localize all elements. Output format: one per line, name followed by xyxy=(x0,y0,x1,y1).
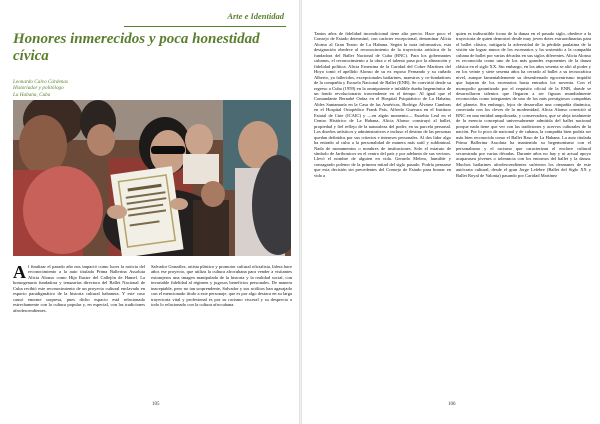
article-column-1 xyxy=(13,264,145,394)
column-text: Tantos años de fidelidad incondicional tiene alto precio. Hace poco el Consejo de Estado determinó, con carácter excepcional, denominar Alicia Alonso al Gran Teatro de La Habana. Según la nota informativa, esta designación obedece al reconocimiento de la trayectoria artística de la fundadora del Ballet Nacional de Cuba (BNC). Para los gobernantes cubanos, el reconocimiento a la obra o el talento pasa por la alineación y fidelidad política. Alicia Ernestina de la Caridad del Cobre Martínez del Hoyo tomó el apellido Alonso de su ex esposo Fernando y su cuñado Alberto, ya fallecidos, excepcionales bailarines, maestros y co-fundadores de la compañía y Escuela Nacional de Ballet (ENB). Se convirtió desde su regreso a Cuba (1959) en la omnipotente e infalible dueña hegemónica de un fondo revolucionario trascendente en el tiempo. Al igual que el Comandante Bernabé Ordaz en el Hospital Psiquiátrico de La Habana, Aldes Santamaría en la Casa de las Américas, Rodrigo Álvarez Cambras en el Hospital Ortopédico Frank País, Alfredo Guevara en el Instituto Estatal de Cine (ICAIC) y —en algún momento— Eusebio Leal en el Centro Histórico de La Habana, Alicia Alonso construyó al ballet, propiedad y fiel reflejo de la naturaleza del poder, en su parcela personal. Los diseños artísticos y administrativos e incluso el destino de las personas quedan definidos por sus criterios e intereses personales. Al dos lidor algo ha entrado al culto a la personalidad de manera más sutil y subliminal. Nada de monumentos o nombres de instituciones. Solo el estatuto de símbolo de Jaribonicos en el centro del país y por adelanto de sus vecinos. Llevó el nombre de alguien en vida. Gerardo Melero, humilde y consagrado polemo de la primera mitad del siglo pasado. Podría pensarse que esta decisión sin precedentes del Consejo de Estado para honrar en vida a xyxy=(314,31,451,178)
page-number: 105 xyxy=(152,402,160,407)
drop-cap: A xyxy=(13,264,26,282)
page-number: 106 xyxy=(448,402,456,407)
byline xyxy=(13,79,213,98)
column-text: quien es indiscutible ícono de la danza en el pasado siglo, obedece a la trayectoria de quien demostró desde muy joven dotes extraordinarias para el ballet clásico, mitigaría la adversidad de la pérdida paulatina de la visión sin lograr nunca de los escenarios y ha sostenido a la compañía cubana de ballet por varias décadas en sus siglos diferentes. Alicia Alonso es reconocida como uno de los más grandes exponentes de la danza clásica en el siglo XX. Sin embargo, en los años sesenta se alió al poder y en los veinte y siete sesenta años ha cerrado al ballet a su tecnocrática nivel, aunque lamentablemente su desenfrenado egocentrismo impidió que bajaran de los escenarios hasta entrados los noventa. Con el monopolio garantizado por el requisito oficial de la ENB, donde se desarrollaron talentos que llegaron a ser figuras mundialmente reconocidas como integrantes de uno de los más prestigiosos compañías del planeta. Sin embargo, lejos de desarrollar una compañía dinámica, conectada con los cleves de la modernidad, Alicia Alonso convirtió al BNC en una entidad anquilosada, y conservadora, que se aleja totalmente de la esencia conceptual universalmente admitida del ballet nacional porque nada tiene que ver con las tradiciones y acervos culturales de la nación. Por lo poco de nacional y de cubana, la compañía bien podría ser más bien reconocida como el Ballet Raso de La Habana. La auto titulada Prima Ballerina Assoluta ha mantenido su hegemonismo con el personalismo y el racismo que caracterizan el enclave cultural secuestrado por varias décadas. Durante años no hay y ni actual apoyo acaparaseu jóvenes o tolerancia con los entornos del ballet y la danza. Muchos bailarines afrodescendientes sufrieron los desmanes de este autócrata cultural, desde el gran Jorge Lefebre (Ballet del Siglo XX y Ballet Royal de Valonia) pasando por Caridad Martínez xyxy=(456,31,591,178)
section-rule xyxy=(124,26,286,27)
article-column-4 xyxy=(456,31,591,383)
right-page xyxy=(302,0,600,424)
author-name: Leonardo Calvo Cárdenas xyxy=(13,79,68,85)
author-location: La Habana, Cuba xyxy=(13,91,51,98)
section-title: Arte e Identidad xyxy=(227,11,284,21)
column-text: Salvador González, artista plástico y promotor cultural oficialista, lidera hace años ese proyecto, que utiliza la cultura afrocubana para vender a visitantes extranjeros una imagen manipulada de la historia y la realidad social, con invariable fidelidad al régimen y jugosos beneficios personales. De manera inaceptable, pero no tan sorprendente, Salvador y sus acólitos han agasajado con el mencionado título a este personaje, que es por algo destaca en su larga trayectoria vital y profesional es por su racismo visceral y su desprecio a todo lo relacionado con la cultura afrocubana. xyxy=(151,264,292,308)
article-photo xyxy=(13,100,291,256)
article-title: Honores inmerecidos y poca honestidad cívica xyxy=(13,31,260,64)
article-column-2 xyxy=(151,264,292,394)
article-column-3 xyxy=(314,31,451,383)
author-role: Historiador y politólogo xyxy=(13,85,64,92)
column-text: l finalizar el pasado año nos impactó como luces la noticia del reconocimiento a la auto titulada Prima Ballerina Assoluta Alicia Alonso como Hija Ilustre del Callejón de Hamel. La homogenaria fundadora y tenazarías directora del Ballet Nacional de Cuba recibió este reconocimiento de un proyecto cultural enclavado en espacio paradigmático de la historia cultural habanera. Y este caso causó enorme sorpresa, pues dicho espacio está relacionado estrechamente con la cultura popular y, en especial, con las tradiciones afrodescendientes. xyxy=(13,264,145,313)
